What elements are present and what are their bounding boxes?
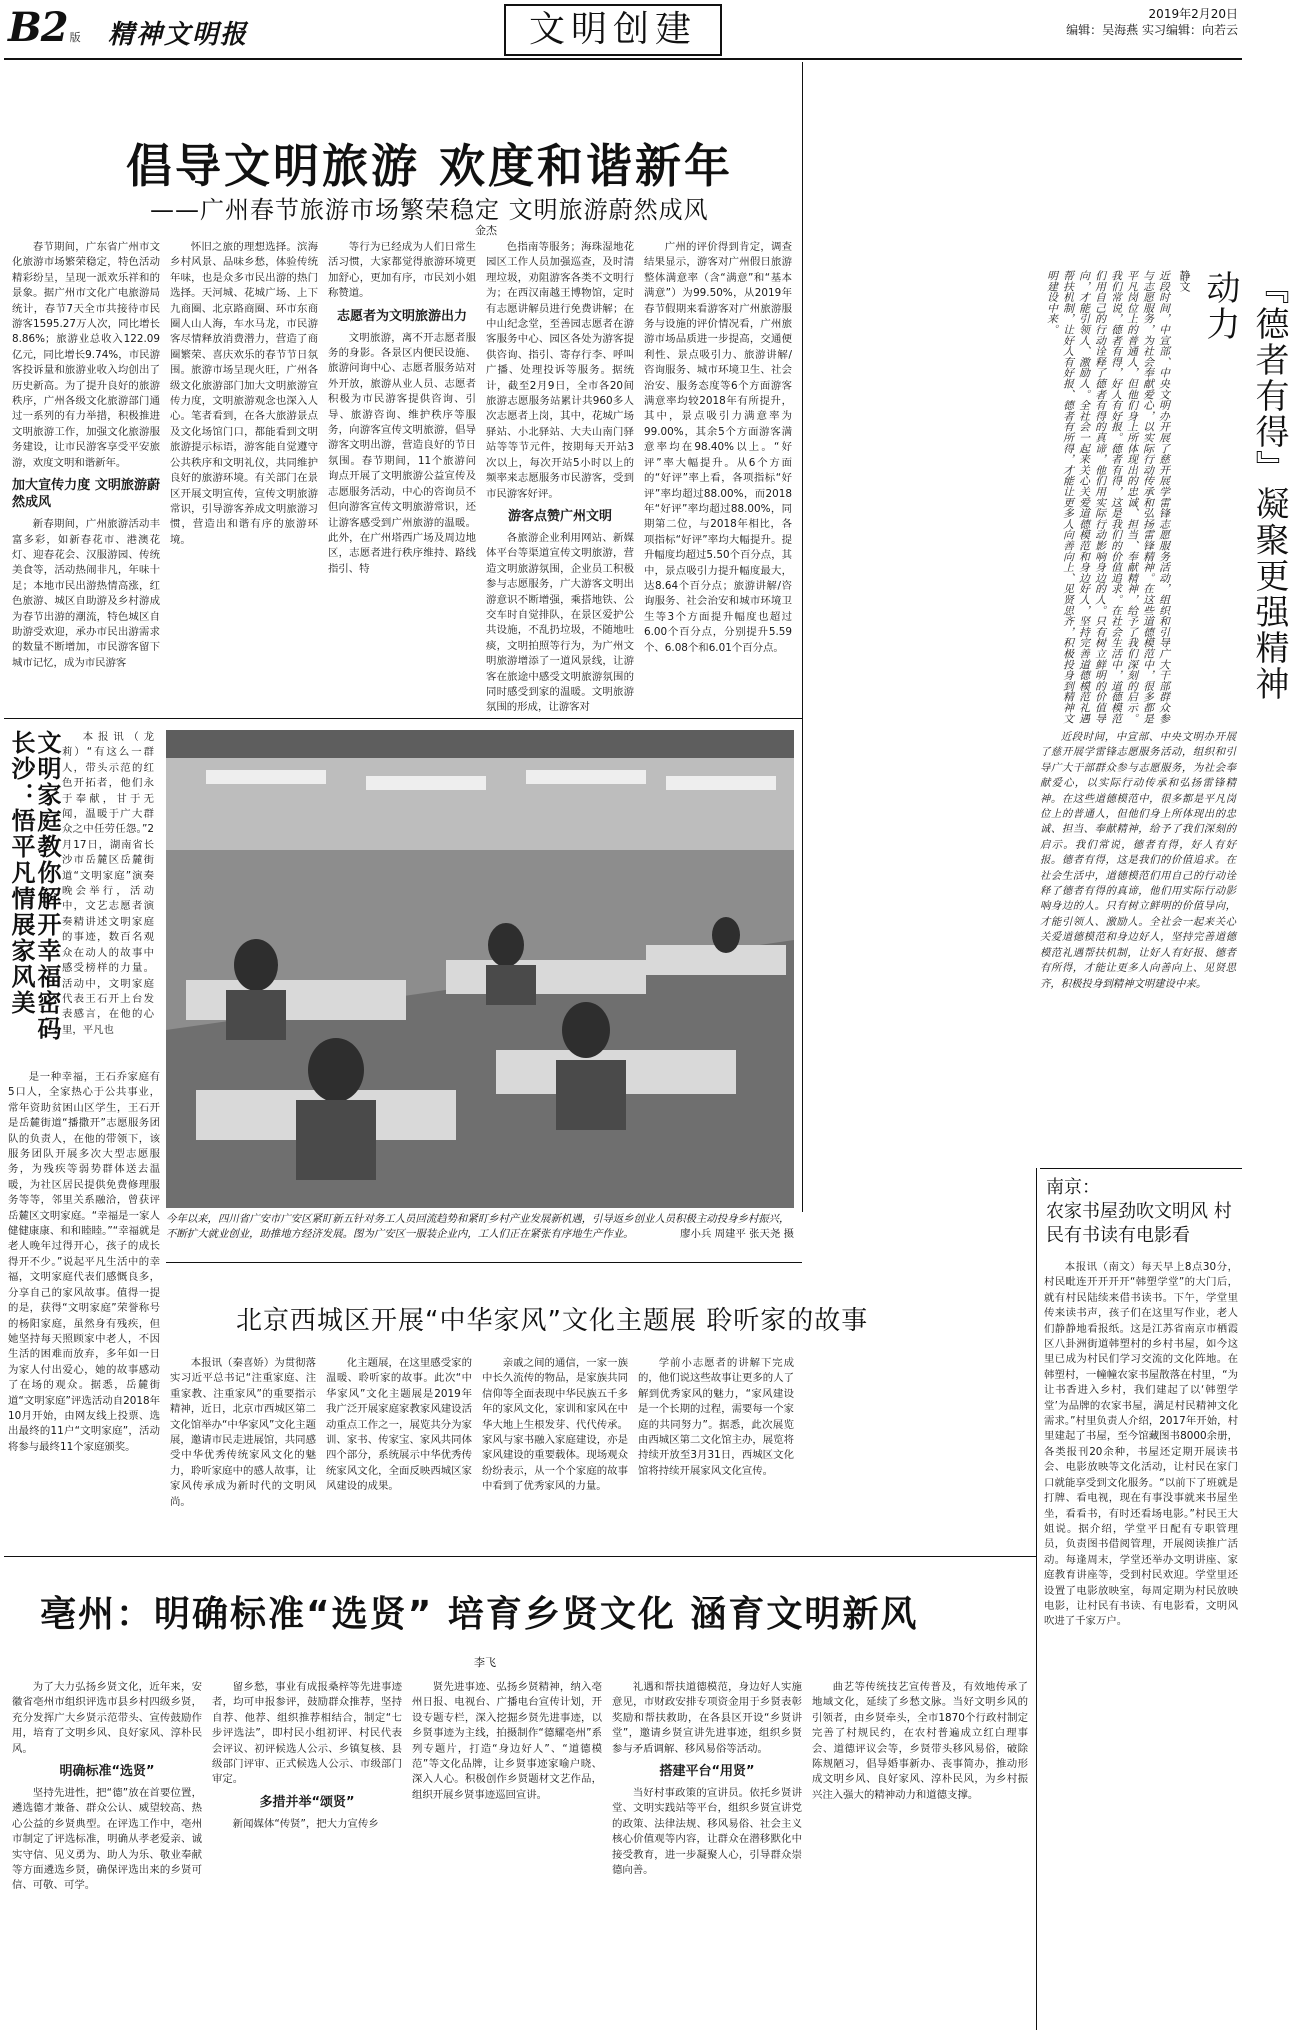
- photo-credit: 廖小兵 周建平 张天尧 摄: [680, 1228, 794, 1240]
- masthead: [0, 0, 1246, 58]
- article5-column-1: [12, 1680, 202, 2026]
- article5-title: 亳州：明确标准“选贤” 培育乡贤文化 涵育文明新风: [40, 1594, 919, 1635]
- article5-subheading: 明确标准“选贤”: [59, 1764, 155, 1780]
- article1-byline: 金杰: [475, 224, 497, 237]
- essay-text-continued: 近段时间，中宣部、中央文明办开展了慈开展学雷锋志愿服务活动，组织和引导广大干部群众参与志愿服务，为社会奉献爱心，以实际行动传承和弘扬雷锋精神。在这些道德模范中，很多都是平凡岗位上的普通人，但他们身上所体现出的忠诚、担当、奉献精神，给予了我们深刻的启示。我们常说，德者有得，好人有好报。德者有得，这是我们的价值追求。在社会生活中，道德模范们用自己的行动诠释了德者有得的真谛，他们用实际行动影响身边的人。只有树立鲜明的价值导向，才能引领人、激励人。全社会一起来关心关爱道德模范和身边好人，坚持完善道德模范礼遇帮扶机制，让好人有好报、德者有所得，才能让更多人向善向上、见贤思齐，积极投身到精神文明建设中来。: [1040, 731, 1236, 990]
- article2-paragraph: 是一种幸福，王石乔家庭有5口人，全家热心于公共事业，常年资助贫困山区学生，王石开是岳麓街道“播撒开”志愿服务团队的负责人，在他的带领下，该服务团队开展多次大型志愿服务，为残疾等弱势群体送去温暖，为社区居民提供免费修理服务等等，邻里关系融洽，曾获评岳麓区文明家庭。“幸福是一家人健健康康、和和睦睦。”“幸福就是老人晚年过得开心，孩子的成长得开不少。”说起平凡生活中的幸福，文明家庭代表们感慨良多，分享自己的家风故事。值得一提的是，获得“文明家庭”荣誉称号的杨阳家庭，虽然身有残疾，但她坚持每天照顾家中老人，不因生活的困难而放弃，多年如一日为家人付出爱心，她的故事感动了在场的观众。据悉，岳麓街道“文明家庭”评选活动自2018年10月开始，由网友线上投票、选出最终的11户“文明家庭”，活动将参与最终11个家庭颁奖。: [8, 1071, 160, 1453]
- article4-body: [1044, 1260, 1238, 2020]
- article1-column-3: [328, 240, 476, 710]
- dateline: [1050, 6, 1238, 38]
- article2-title-main: 文明家庭教你解开幸福密码: [33, 730, 61, 1042]
- section-rule: [1040, 1168, 1242, 1169]
- editor-credits: 编辑：吴海燕 实习编辑：向若云: [1066, 23, 1238, 37]
- article5-paragraph: 礼遇和帮扶道德模范，身边好人实施意见，市财政安排专项资金用于乡贤表彰奖励和帮扶救助，在各县区开设“乡贤讲堂”，邀请乡贤宣讲先进事迹，组织乡贤参与矛盾调解、移风易俗等活动。: [612, 1681, 802, 1755]
- article5-paragraph: 为了大力弘扬乡贤文化，近年来，安徽省亳州市组织评选市县乡村四级乡贤，充分发挥广大乡贤示范带头、宣传鼓励作用，培育了文明乡风、良好家风、淳朴民风。: [12, 1681, 202, 1755]
- article5-byline: 李飞: [474, 1656, 496, 1669]
- article3-paragraph: 化主题展，在这里感受家的温暖、聆听家的故事。此次“中华家风”文化主题展是2019年我广泛开展家庭家教家风建设活动重点工作之一，展览共分为家训、家书、传家宝、家风共同体四个部分，系统展示中华优秀传统家风文化，全面反映西城区家风建设的成果。: [326, 1357, 472, 1493]
- article5-paragraph: 坚持先进性，把“德”放在首要位置，遴选德才兼备、群众公认、威望较高、热心公益的乡贤典型。在评选工作中，亳州市制定了评选标准，明确从孝老爱亲、诚实守信、见义勇为、助人为乐、敬业奉献等方面遴选乡贤，确保评选出来的乡贤可信、可敬、可学。: [12, 1787, 202, 1892]
- article1-paragraph: 新春期间，广州旅游活动丰富多彩，如新春花市、港澳花灯、迎春花会、汉服游园、传统美食等，活动热闹非凡，年味十足；本地市民出游热情高涨，红色旅游、城区自助游及乡村游成为春节出游的潮流，特色城区自助游受欢迎，承办市民出游需求的数量不断增加，市民游客留下城市记忆，成为市民游客: [12, 518, 160, 669]
- article5-column-4: [612, 1680, 802, 2026]
- article5-column-2: [212, 1680, 402, 2026]
- article3-column-4: [638, 1356, 794, 1546]
- article1-subheading: 游客点赞广州文明: [507, 508, 612, 524]
- article5-paragraph: 当好村事政策的宣讲员。依托乡贤讲堂、文明实践站等平台，组织乡贤宣讲党的政策、法律法规、移风易俗、社会主义核心价值观等内容，让群众在潜移默化中接受教育，进一步凝聚人心，引导群众崇德向善。: [612, 1787, 802, 1877]
- page-number: B2 版: [8, 4, 80, 51]
- article1-column-5: [644, 240, 792, 710]
- article3-paragraph: 本报讯（秦喜娇）为贯彻落实习近平总书记“注重家庭、注重家教、注重家风”的重要指示精神，近日，北京市西城区第二文化馆举办“中华家风”文化主题展，邀请市民走进展馆，共同感受中华优秀传统家风文化的魅力，聆听家庭中的感人故事，让家风传承成为新时代的文明风尚。: [170, 1357, 316, 1508]
- article1-paragraph: 文明旅游，离不开志愿者服务的身影。各景区内便民设施、旅游问询中心、志愿者服务站对外开放，旅游从业人员、志愿者积极为市民游客提供咨询、引导、旅游咨询、维护秩序等服务，向游客宣传文明旅游，倡导游客文明出游，营造良好的节日氛围。春节期间，11个旅游问询点开展了文明旅游公益宣传及志愿服务活动，中心的咨询员不但向游客宣传文明旅游常识，还让游客感受到广州旅游的温暖。此外，在广州塔西广场及周边地区，志愿者进行秩序维持、路线指引、特: [328, 331, 476, 575]
- newspaper-name: 精神文明报: [108, 20, 249, 50]
- issue-date: 2019年2月20日: [1148, 7, 1238, 21]
- article3-paragraph: 学前小志愿者的讲解下完成的，他们说这些故事让更多的人了解到优秀家风的魅力，“家风建设是一个长期的过程，需要每一个家庭的共同努力”。据悉，此次展览由西城区第二文化馆主办，展览将持续开放至3月31日，西城区文化馆将持续开展家风文化宣传。: [638, 1357, 794, 1477]
- article1-column-2: [170, 240, 318, 710]
- article1-paragraph: 怀旧之旅的理想选择。滨海乡村风景、品味乡愁，体验传统年味，也是众多市民出游的热门选择。天河城、花城广场、上下九商圈、北京路商圈、环市东商圈人山人海，车水马龙，市民游客尽情释放消费潜力，营造了商圈繁荣、喜庆欢乐的春节节日氛围。旅游市场呈现火旺，广州各级文化旅游部门加大文明旅游宣传力度，文明旅游观念也深入人心。笔者看到，在各大旅游景点及文化场馆门口，都能看到文明旅游提示标语，游客能自觉遵守公共秩序和文明礼仪，共同维护良好的旅游环境。有关部门在景区开展文明宣传，宣传文明旅游常识，引导游客养成文明旅游习惯，营造出和谐有序的旅游环境。: [170, 241, 318, 546]
- masthead-rule: [4, 58, 1242, 60]
- article5-paragraph: 贤先进事迹、弘扬乡贤精神，纳入亳州日报、电视台、广播电台宣传计划，开设专题专栏，深入挖掘乡贤先进事迹，以乡贤事迹为主线，拍摄制作“德耀亳州”系列专题片，打造“身边好人”、“道德模范”等文化品牌，让乡贤事迹家喻户晓、深入人心。积极创作乡贤题材文艺作品，组织开展乡贤事迹巡回宣讲。: [412, 1681, 602, 1801]
- article1-subheading: 志愿者为文明旅游出力: [336, 308, 467, 324]
- article1-title: 倡导文明旅游 欢度和谐新年: [126, 139, 734, 193]
- article4-title: [1046, 1176, 1236, 1248]
- factory-photo-illustration: [166, 730, 794, 1208]
- article5-column-5: [812, 1680, 1028, 2026]
- article1-column-1: [12, 240, 160, 710]
- column-divider: [1036, 1168, 1037, 2030]
- section-rule: [4, 1556, 1036, 1557]
- essay-body-lower: [1040, 730, 1236, 1160]
- article2-body: [8, 1070, 160, 1550]
- article5-paragraph: 新闻媒体“传贤”，把大力宣传乡: [232, 1817, 379, 1830]
- article1-column-4: [486, 240, 634, 714]
- article4-paragraph: 本报讯（南文）每天早上8点30分，村民毗连开开开开“韩塑学堂”的大门后，就有村民陆续来借书读书。下午，学堂里传来读书声，孩子们在这里写作业，老人们静静地看报纸。这是江苏省南京市栖霞区八卦洲街道韩塑村的乡村书屋，如今这里已成为村民们学习交流的文化阵地。在韩塑村，一幢幢农家书屋散落在村里，“为让书香进入乡村，我们建起了以‘韩塑学堂’为品牌的农家书屋，满足村民精神文化需求。”村里负责人介绍，2017年开始，村里建起了书屋，至今馆藏图书8000余册，各类报刊20余种，书屋还定期开展读书会、电影放映等文化活动，让村民在家门口就能享受到文化服务。“以前下了班就是打牌、看电视，现在有事没事就来书屋坐坐，看看书，有时还看场电影。”村民王大姐说。据介绍，学堂平日配有专职管理员，负责图书借阅管理，开展阅读推广活动。每逢周末，学堂还举办文明讲座、家庭教育讲座等，受到村民欢迎。学堂里还设置了电影放映室，每周定期为村民放映电影，让村民有书读、有电影看，文明风吹进了千家万户。: [1044, 1261, 1238, 1628]
- article5-subheading: 搭建平台“用贤”: [659, 1764, 755, 1780]
- article5-paragraph: 留乡愁，事业有成报桑梓等先进事迹者，均可申报参评，鼓励群众推荐，坚持自荐、他荐、组织推荐相结合，制定“七步评选法”，即村民小组初评、村民代表会评议、初评候选人公示、乡镇复核、县级部门评审、正式候选人公示、市级部门审定。: [212, 1681, 402, 1786]
- factory-photo: [166, 730, 794, 1208]
- article1-subheading: 加大宣传力度 文明旅游蔚然成风: [12, 478, 160, 511]
- article1-paragraph: 广州的评价得到肯定，调查结果显示，游客对广州假日旅游整体满意率（含“满意”和“基本满意”）为99.50%，从2019年春节假期来看游客对广州旅游服务与设施的评价情况看，广州旅游市场品质进一步提高，交通便利性、景点吸引力、旅游讲解/咨询服务、城市环境卫生、社会治安、服务态度等6个方面游客满意率均较2018年有所提升，其中，景点吸引力满意率为99.00%，其余5个方面游客满意率均在98.40%以上。“好评”率大幅提升。从6个方面的“好评”率上看，各项指标“好评”率均超过88.00%，而2018年“好评”率均超过88.00%，同期第二位，与2018年相比，各项指标“好评”率均大幅提升。提升幅度均超过5.50个百分点，其中，景点吸引力提升幅度最大，达8.64个百分点；旅游讲解/咨询服务、社会治安和城市环境卫生等3个方面提升幅度也超过6.00个百分点，分别提升5.59个、6.08个和6.01个百分点。: [644, 241, 792, 654]
- article2-intro: [62, 730, 154, 1070]
- section-rule: [166, 1262, 802, 1263]
- article1-paragraph: 各旅游企业利用网站、新媒体平台等渠道宣传文明旅游，营造文明旅游氛围，企业员工积极参与志愿服务，广大游客文明出游意识不断增强，乘搭地铁、公交车时自觉排队，在景区爱护公共设施，不乱扔垃圾，不随地吐痰，文明拍照等行为，为广州文明旅游增添了一道风景线，让游客在旅途中感受文明旅游氛围的同时感受到家的温暖。文明旅游氛围的形成，让游客对: [486, 531, 634, 714]
- article5-column-3: [412, 1680, 602, 2026]
- article3-title: 北京西城区开展“中华家风”文化主题展 聆听家的故事: [236, 1306, 869, 1336]
- column-divider: [802, 62, 803, 1212]
- article1-subtitle: ——广州春节旅游市场繁荣稳定 文明旅游蔚然成风: [150, 196, 709, 224]
- section-rule: [4, 718, 802, 719]
- article2-title-location: 长沙：悟平凡情展家风美: [7, 730, 35, 1016]
- article3-column-1: [170, 1356, 316, 1546]
- essay-body-upper: [808, 270, 1172, 730]
- article5-subheading: 多措并举“颂贤”: [259, 1794, 355, 1810]
- article1-paragraph: 色指南等服务；海珠湿地花园区工作人员加强巡查，及时清理垃圾，劝阻游客各类不文明行为；在西汉南越王博物馆，定时有志愿讲解员进行免费讲解；在中山纪念堂，至善园志愿者在游客服务中心、园区各处为游客提供咨询、指引、寄存行李、呼叫广播、处理投诉等服务。据统计，截至2月9日，全市各20间旅游志愿服务站累计共960多人次志愿者上岗，其中，花城广场驿站、小北驿站、大夫山南门驿站等等节元件，按期每天开站3次以上，每次开站5小时以上的频率来志愿服务市民游客，受到市民游客好评。: [486, 241, 634, 500]
- article2-paragraph: 本报讯（龙莉）“有这么一群人，带头示范的红色开拓者，他们永于奉献，甘于无闻，温暖于广大群众之中任劳任怨。”2月17日，湖南省长沙市岳麓区岳麓街道“文明家庭”演奏晚会举行，活动中，文艺志愿者演奏精讲述文明家庭的事迹，数百名观众在动人的故事中感受榜样的力量。活动中，文明家庭代表王石开上台发表感言，在他的心里，平凡也: [62, 731, 154, 1036]
- article3-paragraph: 亲戚之间的通信，一家一族中长久流传的物品，是家族共同信仰等全面表现中华民族五千多年的家风文化，家训和家风在中华大地上生根发芽、代代传承。家风与家书融入家庭建设，亦是家风建设的重要载体。现场观众纷纷表示，从一个个家庭的故事中看到了优秀家风的力量。: [482, 1357, 628, 1493]
- article4-title-main: 农家书屋劲吹文明风 村民有书读有电影看: [1046, 1201, 1232, 1246]
- article5-paragraph: 曲艺等传统技艺宣传普及，有效地传承了地域文化，延续了乡愁文脉。当好文明乡风的引领者，由乡贤牵头，全市1870个行政村制定完善了村规民约，在农村普遍成立红白理事会、道德评议会等，乡贤带头移风易俗，破除陈规陋习，倡导婚事新办、丧事简办，推动形成文明乡风、良好家风、淳朴民风，为乡村振兴注入强大的精神动力和道德支撑。: [812, 1681, 1028, 1801]
- photo-caption-text: 今年以来，四川省广安市广安区紧盯新五针对务工人员回流趋势和紧盯乡村产业发展新机遇，引导返乡创业人员积极主动投身乡村振兴，不断扩大就业创业，助推地方经济发展。图为广安区一服装企业内，工人们正在紧张有序地生产作业。: [166, 1213, 790, 1240]
- essay-author: 静文: [1178, 270, 1191, 292]
- article4-title-location: 南京：: [1046, 1177, 1100, 1198]
- article1-paragraph: 等行为已经成为人们日常生活习惯，大家都觉得旅游环境更加舒心，更加有序，市民刘小姐称赞道。: [328, 241, 476, 300]
- article1-paragraph: 春节期间，广东省广州市文化旅游市场繁荣稳定，特色活动精彩纷呈，呈现一派欢乐祥和的景象。据广州市文化广电旅游局统计，春节7天全市共接待市民游客1595.27万人次，同比增长8.86%；旅游业总收入122.09亿元，同比增长9.74%，市民游客投诉量和旅游业收入均创出了历史新高。为了提升良好的旅游秩序，广州各级文化旅游部门通过一系列的有力举措，积极推进文明旅游工作，加强文化旅游服务建设，让市民游客享受平安旅游，欢度文明和谐新年。: [12, 241, 160, 469]
- article3-column-3: [482, 1356, 628, 1546]
- section-title: 文明创建: [504, 4, 722, 56]
- essay-title: 『德者有得』凝聚更强精神动力: [1200, 270, 1289, 702]
- article3-column-2: [326, 1356, 472, 1546]
- photo-caption: [166, 1212, 794, 1258]
- essay-text: 近段时间，中宣部、中央文明办开展了慈开展学雷锋志愿服务活动，组织和引导广大干部群众参与志愿服务，为社会奉献爱心，以实际行动传承和弘扬雷锋精神。在这些道德模范中，很多都是平凡岗位上的普通人，但他们身上所体现出的忠诚、担当、奉献精神，给予了我们深刻的启示。我们常说，德者有得，好人有好报。德者有得，这是我们的价值追求。在社会生活中，道德模范们用自己的行动诠释了德者有得的真谛，他们用实际行动影响身边的人。只有树立鲜明的价值导向，才能引领人、激励人。全社会一起来关心关爱道德模范和身边好人，坚持完善道德模范礼遇帮扶机制，让好人有好报、德者有所得，才能让更多人向善向上、见贤思齐，积极投身到精神文明建设中来。: [1046, 270, 1171, 724]
